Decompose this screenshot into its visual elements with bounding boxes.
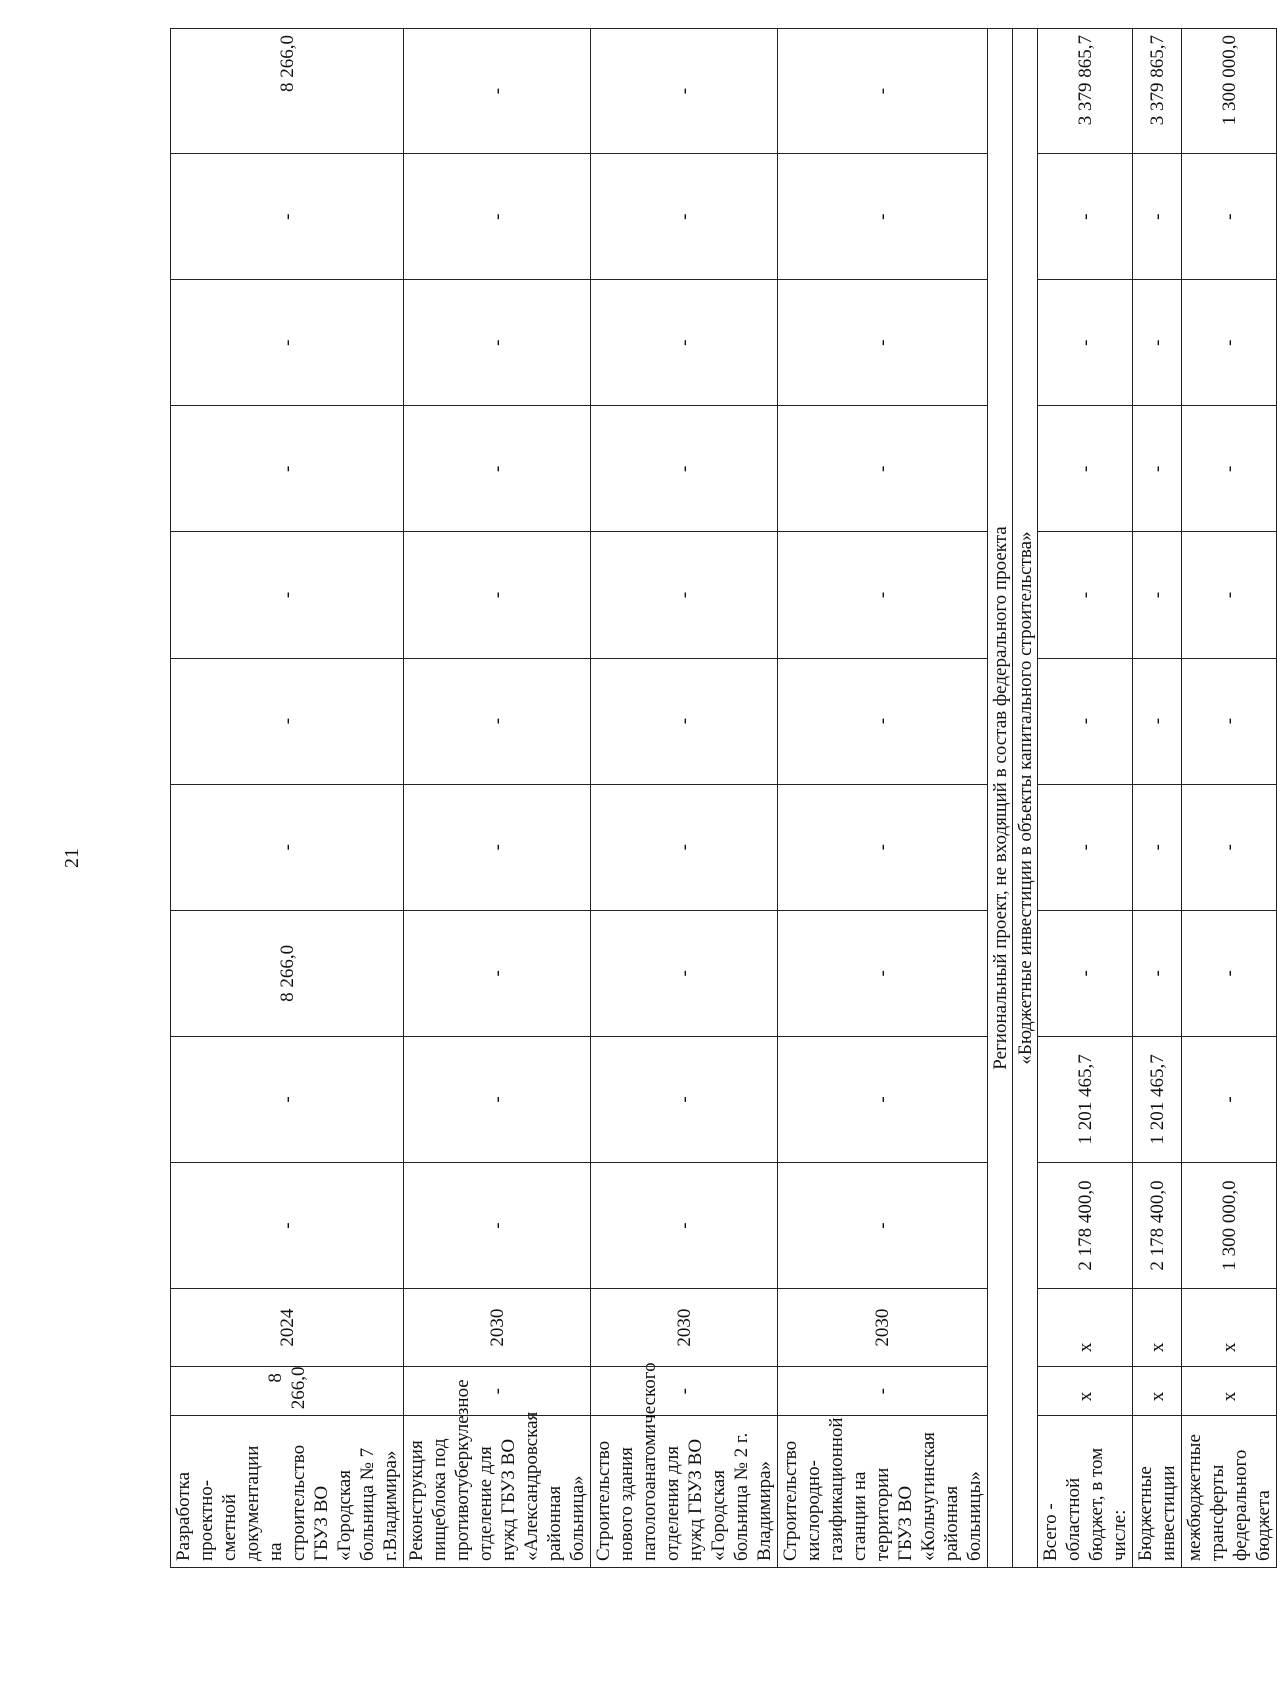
row-name: Бюджетные инвестиции (1133, 1416, 1182, 1568)
table-cell: - (1133, 784, 1182, 910)
row-name: Разработка проектно-сметной документации на строительство ГБУЗ ВО «Городская больница № 7 г.Владимира» (171, 1416, 404, 1568)
table-cell: - (778, 784, 988, 910)
table-cell: 1 201 465,7 (1038, 1036, 1133, 1162)
table-cell: 2030 (778, 1289, 988, 1367)
row-name: межбюджетные трансферты федерального бюджета (1182, 1416, 1277, 1568)
table-cell: х (1182, 1367, 1277, 1416)
table-cell: - (778, 1367, 988, 1416)
total-row (1038, 29, 1133, 1568)
table-cell: - (404, 910, 591, 1036)
table-cell: - (404, 29, 591, 154)
table-cell: - (1182, 658, 1277, 784)
table-cell: - (778, 910, 988, 1036)
table-cell: - (1038, 910, 1133, 1036)
table-cell: х (1038, 1367, 1133, 1416)
table-cell: - (591, 658, 778, 784)
row-name: Всего - областной бюджет, в том числе: (1038, 1416, 1133, 1568)
table-cell: - (404, 406, 591, 532)
table-cell: - (404, 154, 591, 280)
table-cell: 8 266,0 (171, 910, 404, 1036)
table-cell: 3 379 865,7 (1038, 29, 1133, 154)
row-name: Строительство нового здания патологоанатомического отделения для нужд ГБУЗ ВО «Городская больница № 2 г. Владимира» (591, 1416, 778, 1568)
table-cell: - (591, 784, 778, 910)
page-number (60, 843, 84, 873)
table-cell: - (1038, 532, 1133, 658)
section-row (988, 29, 1013, 1568)
table-cell: - (1133, 280, 1182, 406)
table-cell: - (591, 406, 778, 532)
table-cell: - (1038, 280, 1133, 406)
table-cell: - (171, 406, 404, 532)
table-cell: - (171, 154, 404, 280)
table-cell: х (1038, 1289, 1133, 1367)
table-cell: - (591, 29, 778, 154)
table-cell: - (1182, 280, 1277, 406)
section-row (1013, 29, 1038, 1568)
table-row (591, 29, 778, 1568)
table-cell: 2 178 400,0 (1038, 1162, 1133, 1288)
table-cell: 8 266,0 (171, 1367, 404, 1416)
table-cell: - (1038, 154, 1133, 280)
table-cell: 1 300 000,0 (1182, 29, 1277, 154)
table-cell: - (778, 532, 988, 658)
total-row (1182, 29, 1277, 1568)
table-cell: - (171, 1162, 404, 1288)
table-row (171, 29, 404, 1568)
table-cell: 2030 (591, 1289, 778, 1367)
table-cell: - (1133, 154, 1182, 280)
table-cell: - (1182, 154, 1277, 280)
table-cell: - (778, 1036, 988, 1162)
table-cell: х (1182, 1289, 1277, 1367)
table-cell: - (591, 532, 778, 658)
rotated-table-container (170, 28, 1274, 1568)
table-cell: - (171, 658, 404, 784)
table-cell: 2030 (404, 1289, 591, 1367)
table-cell: 2024 (171, 1289, 404, 1367)
table-cell: - (778, 1162, 988, 1288)
section-title-budget-investments: «Бюджетные инвестиции в объекты капитального строительства» (1013, 29, 1038, 1568)
table-cell: - (171, 280, 404, 406)
table-cell: - (1182, 910, 1277, 1036)
table-cell: - (171, 532, 404, 658)
table-cell: - (778, 280, 988, 406)
table-cell: - (1133, 406, 1182, 532)
row-name: Реконструкция пищеблока под противотуберкулезное отделение для нужд ГБУЗ ВО «Александровская районная больница» (404, 1416, 591, 1568)
table-cell: 8 266,0 (171, 29, 404, 154)
table-cell: - (404, 1162, 591, 1288)
budget-table (170, 28, 1277, 1568)
table-cell: - (591, 1162, 778, 1288)
table-cell: - (404, 280, 591, 406)
table-cell: - (1038, 658, 1133, 784)
table-cell: - (591, 280, 778, 406)
table-cell: х (1133, 1367, 1182, 1416)
table-cell: 1 300 000,0 (1182, 1162, 1277, 1288)
total-row (1133, 29, 1182, 1568)
table-cell: - (404, 784, 591, 910)
table-cell: 2 178 400,0 (1133, 1162, 1182, 1288)
table-cell: 1 201 465,7 (1133, 1036, 1182, 1162)
table-row (778, 29, 988, 1568)
table-cell: - (1182, 532, 1277, 658)
table-cell: - (404, 1036, 591, 1162)
table-cell: - (1133, 910, 1182, 1036)
table-cell: - (778, 406, 988, 532)
table-cell: - (171, 1036, 404, 1162)
table-cell: - (404, 532, 591, 658)
table-cell: - (591, 154, 778, 280)
table-cell: - (591, 1367, 778, 1416)
table-cell: - (404, 1367, 591, 1416)
table-cell: - (1182, 406, 1277, 532)
table-cell: - (591, 910, 778, 1036)
section-title-regional-project: Региональный проект, не входящий в состав федерального проекта (988, 29, 1013, 1568)
table-cell: х (1133, 1289, 1182, 1367)
table-cell: - (171, 784, 404, 910)
page-number-text: 21 (61, 848, 83, 868)
table-cell: - (778, 154, 988, 280)
table-cell: - (1133, 658, 1182, 784)
table-cell: - (1133, 532, 1182, 658)
table-cell: - (1182, 1036, 1277, 1162)
table-cell: - (591, 1036, 778, 1162)
table-cell: - (778, 658, 988, 784)
table-cell: 3 379 865,7 (1133, 29, 1182, 154)
table-cell: - (1038, 406, 1133, 532)
table-cell: - (1038, 784, 1133, 910)
table-row (404, 29, 591, 1568)
table-cell: - (1182, 784, 1277, 910)
row-name: Строительство кислородно-газификационной станции на территории ГБУЗ ВО «Кольчугинская районная больницы» (778, 1416, 988, 1568)
table-cell: - (404, 658, 591, 784)
table-cell: - (778, 29, 988, 154)
